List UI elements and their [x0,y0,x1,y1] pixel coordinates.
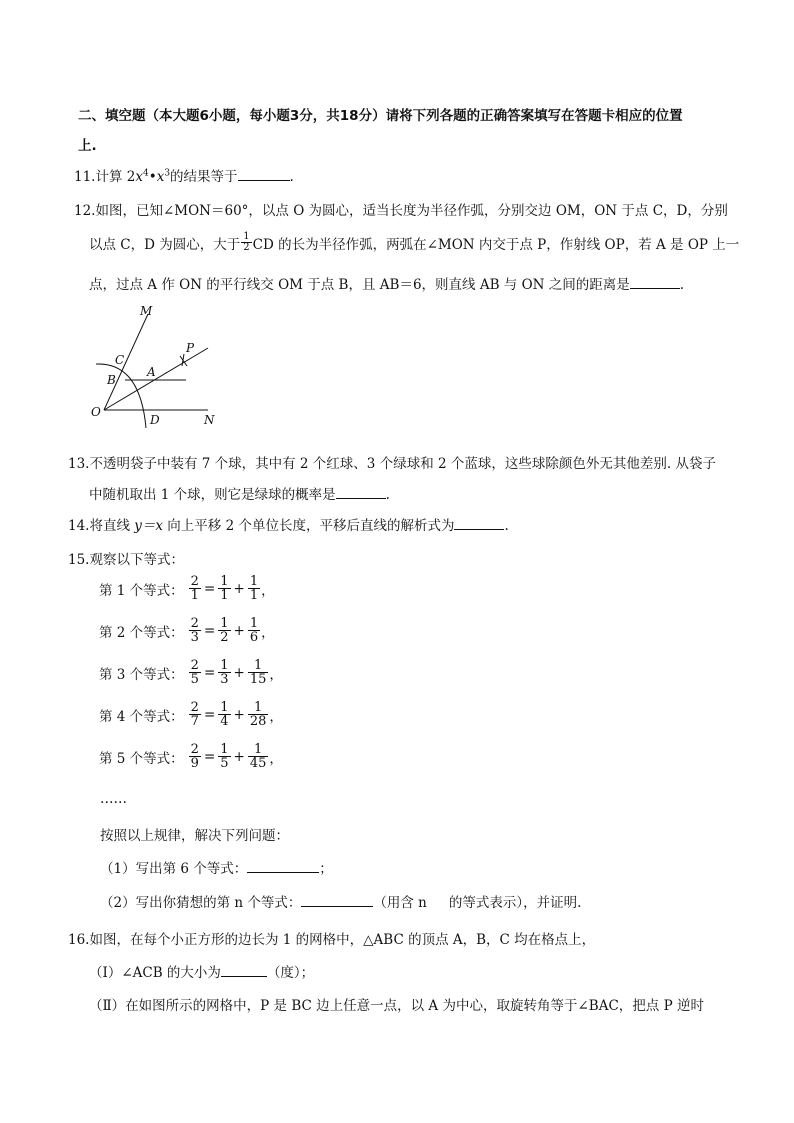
label-c: C [115,353,125,367]
section-header-line1: 二、填空题（本大题6小题，每小题3分，共18分）请将下列各题的正确答案填写在答题卡相应的位置 [78,108,683,124]
q12-line1: 12.如图，已知∠MON＝60°，以点 O 为圆心，适当长度为半径作弧，分别交边 OM，ON 于点 C，D，分别 [74,203,728,219]
q13-line1: 13.不透明袋子中装有 7 个球，其中有 2 个红球、3 个绿球和 2 个蓝球，这些球除颜色外无其他差别. 从袋子 [68,456,716,472]
numerator: 1 [248,701,269,715]
q12-line2 [89,232,739,253]
equals-sign: = [203,580,216,597]
q15-part1-end: ； [319,861,333,877]
question-14 [68,514,509,534]
numerator: 1 [220,574,229,589]
label-m: M [140,304,153,318]
q15-equation-1 [99,575,275,602]
q11-var-x: x [135,169,143,185]
q16-part1-text: （I）∠ACB 的大小为 [89,965,221,981]
numerator: 2 [190,742,199,757]
label-p: P [186,341,195,355]
q11-var-x2: x [156,169,165,185]
q16-line1: 16.如图，在每个小正方形的边长为 1 的网格中，△ABC 的顶点 A，B，C 均在格点上， [68,932,596,948]
denominator: 4 [220,714,229,729]
q13-line2 [89,483,390,503]
q11-prefix: 11.计算 2 [74,169,136,185]
label-d: D [150,413,160,427]
comma: ， [261,624,275,641]
fraction [189,617,201,644]
equation-label: 第 4 个等式： [99,708,184,725]
q15-equation-5 [99,743,283,770]
denominator: 3 [190,630,199,645]
label-n: N [204,413,215,427]
denominator: 5 [220,756,229,771]
q12-line3 [89,273,684,293]
q15-rule: 按照以上规律，解决下列问题： [100,828,289,844]
q15-equation-4 [99,701,283,728]
q15-ellipsis: …… [100,791,127,807]
equals-sign: = [203,622,216,639]
q15-equation-3 [99,659,283,686]
q12-frac-num: 1 [243,231,250,242]
q15-part2-blank[interactable] [301,894,373,907]
numerator: 1 [220,742,229,757]
q15-part1-text: （1）写出第 6 个等式： [100,861,248,877]
q16-part2: （Ⅱ）在如图所示的网格中，P 是 BC 边上任意一点，以 A 为中心，取旋转角等于∠BAC，把点 P 逆时 [89,998,704,1014]
fraction [189,743,201,770]
denominator: 9 [190,756,199,771]
q16-part1-end: （度）； [266,965,315,981]
q15-part1-blank[interactable] [247,860,319,873]
numerator: 1 [249,616,259,631]
q15-equation-2 [99,617,275,644]
q11-dot: • [148,169,157,185]
q12-geometry-figure [88,302,228,432]
numerator: 2 [190,616,199,631]
comma: ， [269,750,283,767]
q16-part1-blank[interactable] [221,964,267,977]
label-o: O [91,405,101,419]
q11-exp-3: 3 [164,168,171,179]
q15-part2-mid: （用含 n [373,895,427,911]
denominator: 7 [190,714,199,729]
fraction [189,575,201,602]
q12-answer-blank[interactable] [630,276,680,289]
comma: ， [269,666,283,683]
numerator: 1 [248,743,269,757]
q15-part2-end: 的等式表示），并证明. [448,895,582,911]
q15-part1 [100,857,333,877]
fraction [218,617,230,644]
denominator: 1 [249,588,259,603]
q14-answer-blank[interactable] [454,517,504,530]
equals-sign: = [203,748,216,765]
section-header-line2: 上. [78,138,97,154]
numerator: 2 [190,700,199,715]
plus-sign: + [233,748,245,765]
numerator: 1 [220,700,229,715]
q11-suffix: 的结果等于 [170,169,238,185]
fraction [218,701,230,728]
denominator: 28 [249,714,267,729]
q11-answer-blank[interactable] [238,168,290,181]
q11-exp-4: 4 [142,168,149,179]
denominator: 2 [220,630,229,645]
plus-sign: + [233,664,245,681]
equation-label: 第 5 个等式： [99,750,184,767]
fraction [248,743,269,770]
fraction [218,659,230,686]
numerator: 1 [249,574,259,589]
fraction [248,575,260,602]
label-b: B [107,373,116,387]
fraction [218,743,230,770]
denominator: 1 [220,588,229,603]
fraction [189,659,201,686]
q15-part2-text: （2）写出你猜想的第 n 个等式： [100,895,302,911]
numerator: 2 [190,658,199,673]
label-a: A [147,365,156,379]
numerator: 1 [220,616,229,631]
q14-middle: 向上平移 2 个单位长度，平移后直线的解析式为 [163,518,455,534]
fraction [218,575,230,602]
q16-part1 [89,961,314,981]
q14-equation: y＝x [134,518,164,534]
q12-fraction-half [241,232,251,253]
fraction [248,659,269,686]
q11-end: . [289,169,294,185]
denominator: 6 [249,630,259,645]
q12-line2-b: CD 的长为半径作弧，两弧在∠MON 内交于点 P，作射线 OP，若 A 是 OP 上一 [252,236,740,253]
numerator: 1 [220,658,229,673]
fraction [248,701,269,728]
denominator: 45 [249,756,267,771]
q14-end: . [504,518,509,534]
fraction [248,617,260,644]
q12-line3-text: 点，过点 A 作 ON 的平行线交 OM 于点 B，且 AB＝6，则直线 AB 与 ON 之间的距离是 [89,277,630,293]
q14-prefix: 14.将直线 [68,518,135,534]
equals-sign: = [203,706,216,723]
q12-line2-a: 以点 C，D 为圆心，大于 [89,236,241,253]
q12-end: . [679,277,685,293]
equals-sign: = [203,664,216,681]
plus-sign: + [233,706,245,723]
numerator: 2 [190,574,199,589]
equation-label: 第 2 个等式： [99,624,184,641]
comma: ， [269,708,283,725]
ray-om [104,314,148,410]
numerator: 1 [248,659,269,673]
q12-frac-den: 2 [243,242,250,253]
denominator: 5 [190,672,199,687]
denominator: 3 [220,672,229,687]
equation-label: 第 3 个等式： [99,666,184,683]
q15-intro: 15.观察以下等式： [68,552,184,568]
question-11 [74,165,294,185]
plus-sign: + [233,580,245,597]
q13-answer-blank[interactable] [336,486,386,499]
denominator: 15 [249,672,267,687]
fraction [189,701,201,728]
plus-sign: + [233,622,245,639]
q13-end: . [385,487,390,503]
comma: ， [261,582,275,599]
denominator: 1 [190,588,199,603]
equation-label: 第 1 个等式： [99,582,184,599]
q15-part2 [100,891,581,911]
q13-line2-text: 中随机取出 1 个球，则它是绿球的概率是 [89,487,336,503]
